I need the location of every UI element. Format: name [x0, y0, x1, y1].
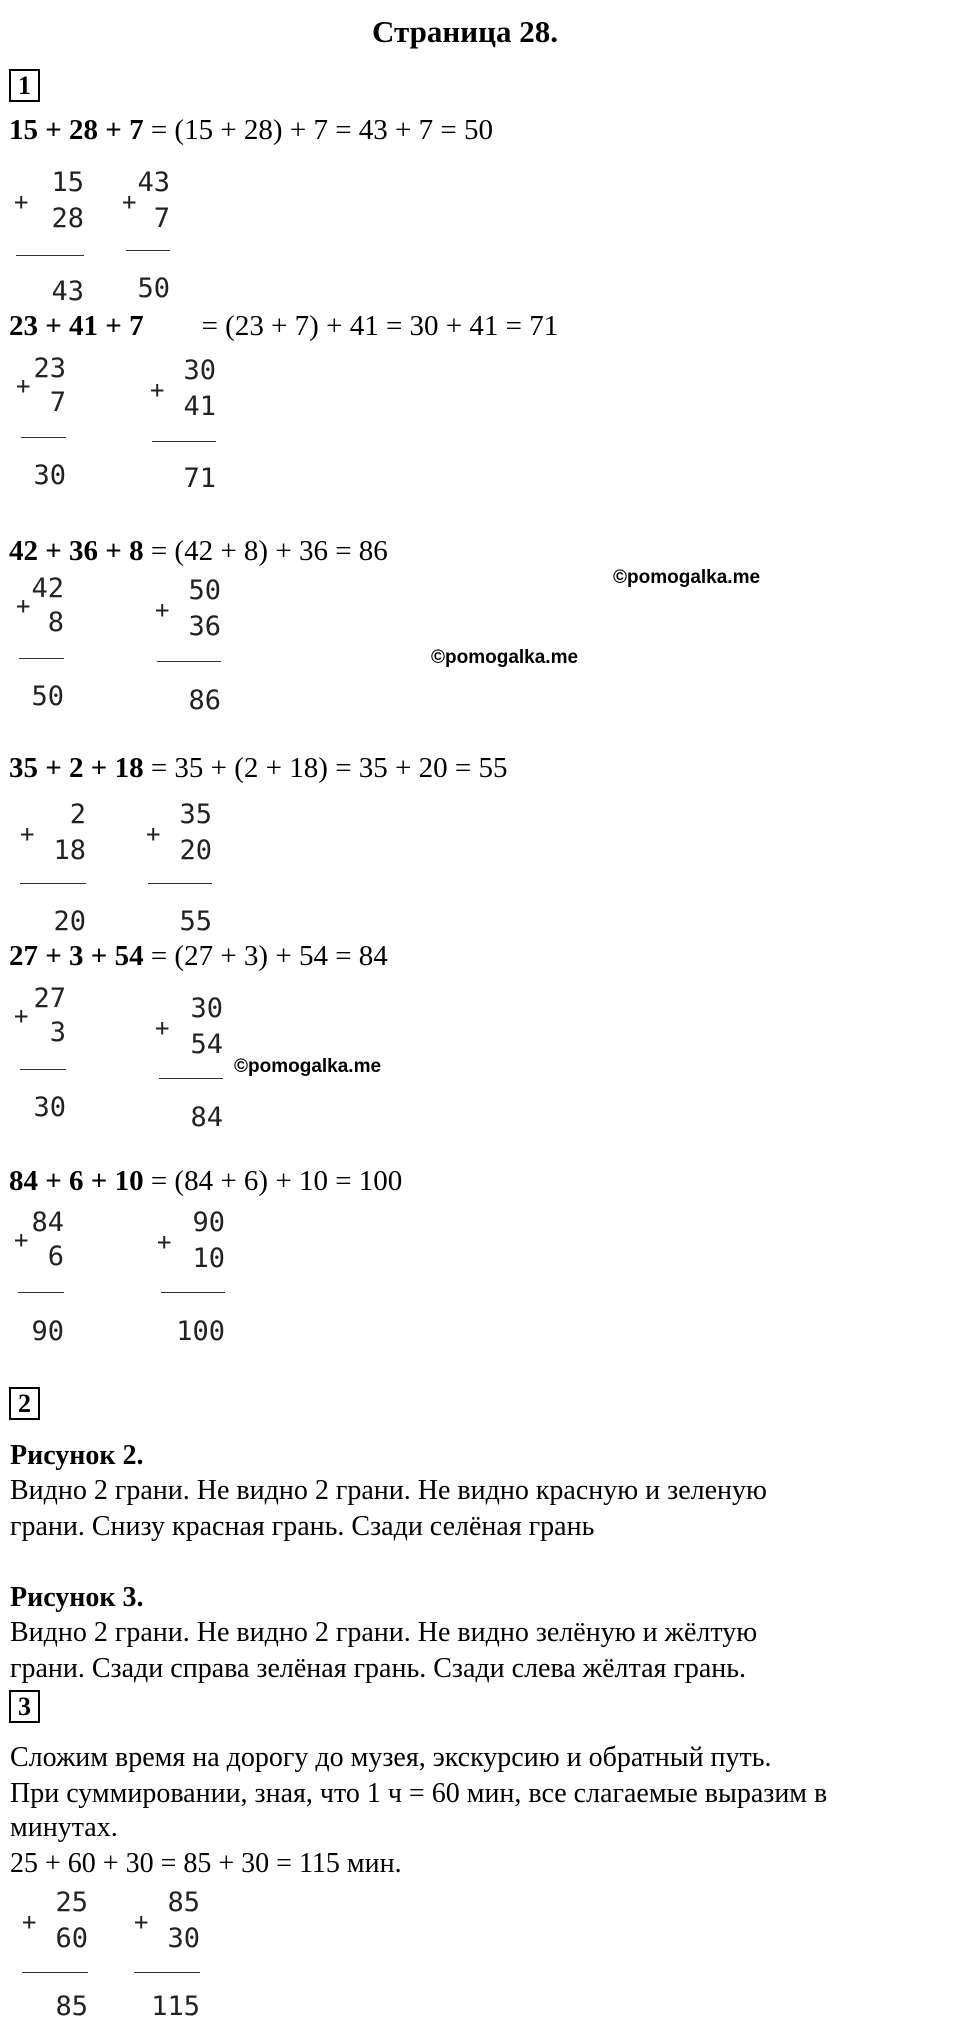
- solution-text: = (15 + 28) + 7 = 43 + 7 = 50: [143, 114, 494, 146]
- column-bottom-addend: 8: [47, 607, 64, 638]
- column-result: 86: [188, 685, 221, 716]
- figure-2-text-line: грани. Снизу красная грань. Сзади селёная грань: [10, 1511, 595, 1542]
- column-addition: [150, 352, 216, 502]
- watermark: ©pomogalka.me: [431, 647, 579, 668]
- plus-sign: +: [16, 592, 31, 620]
- column-top-addend: 27: [33, 983, 66, 1014]
- figure-2-text-line: Видно 2 грани. Не видно 2 грани. Не видно красную и зеленую: [10, 1475, 767, 1506]
- addend-1: 84: [9, 1165, 38, 1197]
- column-bottom-addend: 6: [47, 1241, 64, 1272]
- column-result: 43: [51, 276, 84, 307]
- plus-sign: +: [155, 1014, 170, 1042]
- column-bottom-addend: 28: [51, 203, 84, 234]
- task-number-2: 2: [9, 1387, 40, 1420]
- column-bottom-addend: 54: [190, 1029, 223, 1060]
- addend-1: 35: [9, 752, 38, 784]
- plus-op: +: [98, 310, 130, 342]
- column-result: 71: [183, 463, 216, 494]
- addend-3: 7: [129, 114, 144, 146]
- plus-sign: +: [146, 820, 161, 848]
- plus-sign: +: [134, 1908, 149, 1936]
- column-result: 85: [55, 1991, 88, 2022]
- column-top-addend: 23: [33, 353, 66, 384]
- addend-1: 27: [9, 940, 38, 972]
- column-addition: [134, 1884, 200, 2020]
- plus-sign: +: [16, 372, 31, 400]
- addend-2: 36: [69, 535, 99, 567]
- plus-sign: +: [150, 376, 165, 404]
- column-addition: [16, 570, 64, 720]
- addend-2: 28: [69, 114, 99, 146]
- column-line: [161, 1292, 225, 1293]
- column-bottom-addend: 7: [153, 203, 170, 234]
- column-top-addend: 25: [55, 1887, 88, 1918]
- plus-sign: +: [14, 188, 29, 216]
- expression-2: [9, 310, 558, 343]
- plus-op: +: [83, 1165, 115, 1197]
- figure-2-heading: [10, 1438, 144, 1474]
- addend-2: 6: [69, 1165, 84, 1197]
- column-addition: [14, 164, 84, 312]
- expression-4: [9, 752, 508, 785]
- expression-1: [9, 114, 493, 147]
- plus-sign: +: [155, 596, 170, 624]
- column-addition: [155, 572, 221, 722]
- column-addition: [16, 350, 66, 500]
- column-line: [152, 441, 216, 442]
- column-addition: [157, 1204, 225, 1354]
- plus-sign: +: [122, 188, 137, 216]
- expression-5: [9, 940, 388, 973]
- column-bottom-addend: 20: [179, 835, 212, 866]
- column-top-addend: 43: [137, 167, 170, 198]
- addend-2: 41: [69, 310, 99, 342]
- plus-op: +: [38, 752, 70, 784]
- plus-op: +: [83, 752, 115, 784]
- column-line: [21, 437, 66, 438]
- column-top-addend: 90: [192, 1207, 225, 1238]
- plus-sign: +: [14, 1226, 29, 1254]
- task-3-text-line: При суммировании, зная, что 1 ч = 60 мин, все слагаемые выразим в: [10, 1778, 828, 1809]
- plus-op: +: [98, 114, 130, 146]
- figure-3-text-line: грани. Сзади справа зелёная грань. Сзади слева жёлтая грань.: [10, 1653, 747, 1684]
- expression-6: [9, 1165, 402, 1198]
- plus-op: +: [98, 535, 130, 567]
- figure-3-heading: [10, 1580, 144, 1616]
- column-top-addend: 15: [51, 167, 84, 198]
- addend-3: 54: [114, 940, 144, 972]
- column-top-addend: 30: [183, 355, 216, 386]
- column-line: [20, 883, 86, 884]
- column-result: 115: [151, 1991, 200, 2022]
- plus-op: +: [38, 940, 70, 972]
- plus-sign: +: [157, 1228, 172, 1256]
- column-result: 100: [176, 1316, 225, 1347]
- column-addition: [146, 796, 212, 946]
- task-3-equation: 25 + 60 + 30 = 85 + 30 = 115 мин.: [10, 1848, 402, 1879]
- solution-text: = (42 + 8) + 36 = 86: [143, 535, 388, 567]
- column-line: [159, 1078, 223, 1079]
- column-bottom-addend: 3: [49, 1017, 66, 1048]
- column-addition: [22, 1884, 88, 2020]
- column-bottom-addend: 18: [53, 835, 86, 866]
- column-addition: [14, 980, 66, 1130]
- column-bottom-addend: 36: [188, 611, 221, 642]
- solution-text: = (23 + 7) + 41 = 30 + 41 = 71: [143, 310, 559, 342]
- addend-3: 7: [129, 310, 144, 342]
- addend-3: 10: [114, 1165, 144, 1197]
- plus-sign: +: [22, 1908, 37, 1936]
- column-addition: [14, 1204, 64, 1354]
- column-top-addend: 85: [167, 1887, 200, 1918]
- addend-3: 18: [114, 752, 144, 784]
- solution-text: = (27 + 3) + 54 = 84: [143, 940, 388, 972]
- column-addition: [20, 796, 86, 946]
- column-result: 50: [137, 273, 170, 304]
- plus-op: +: [38, 1165, 70, 1197]
- plus-op: +: [38, 535, 70, 567]
- column-top-addend: 2: [69, 799, 86, 830]
- column-result: 20: [53, 906, 86, 937]
- plus-op: +: [38, 310, 70, 342]
- column-line: [18, 1292, 64, 1293]
- column-bottom-addend: 60: [55, 1923, 88, 1954]
- addend-2: 3: [69, 940, 84, 972]
- column-addition: [122, 164, 170, 312]
- column-top-addend: 42: [31, 573, 64, 604]
- task-number-1: 1: [9, 69, 40, 102]
- plus-sign: +: [14, 1002, 29, 1030]
- column-line: [148, 883, 212, 884]
- column-top-addend: 30: [190, 993, 223, 1024]
- plus-op: +: [83, 940, 115, 972]
- column-line: [16, 255, 84, 256]
- column-addition: [155, 990, 223, 1140]
- solution-text: = (84 + 6) + 10 = 100: [143, 1165, 403, 1197]
- column-top-addend: 50: [188, 575, 221, 606]
- column-bottom-addend: 7: [49, 387, 66, 418]
- expression-3: [9, 535, 388, 568]
- column-result: 84: [190, 1102, 223, 1133]
- addend-1: 15: [9, 114, 38, 146]
- column-line: [19, 658, 64, 659]
- plus-sign: +: [20, 820, 35, 848]
- figure-heading-text: Рисунок 2.: [10, 1440, 144, 1471]
- column-line: [157, 661, 221, 662]
- column-line: [20, 1069, 66, 1070]
- column-bottom-addend: 30: [167, 1923, 200, 1954]
- column-top-addend: 35: [179, 799, 212, 830]
- addend-3: 8: [129, 535, 144, 567]
- column-bottom-addend: 10: [192, 1243, 225, 1274]
- solution-text: = 35 + (2 + 18) = 35 + 20 = 55: [143, 752, 508, 784]
- task-number-3: 3: [9, 1690, 40, 1723]
- column-result: 30: [33, 460, 66, 491]
- addend-2: 2: [69, 752, 84, 784]
- figure-heading-text: Рисунок 3.: [10, 1582, 144, 1613]
- column-bottom-addend: 41: [183, 391, 216, 422]
- column-top-addend: 84: [31, 1207, 64, 1238]
- watermark: ©pomogalka.me: [234, 1056, 382, 1077]
- figure-3-text-line: Видно 2 грани. Не видно 2 грани. Не видно зелёную и жёлтую: [10, 1617, 758, 1648]
- plus-op: +: [38, 114, 70, 146]
- task-3-text-line: Сложим время на дорогу до музея, экскурсию и обратный путь.: [10, 1742, 772, 1773]
- column-result: 90: [31, 1316, 64, 1347]
- column-line: [134, 1972, 200, 1973]
- addend-1: 42: [9, 535, 38, 567]
- column-result: 30: [33, 1092, 66, 1123]
- column-result: 55: [179, 906, 212, 937]
- column-result: 50: [31, 681, 64, 712]
- watermark: ©pomogalka.me: [613, 567, 761, 588]
- addend-1: 23: [9, 310, 38, 342]
- task-3-text-line: минутах.: [10, 1812, 118, 1843]
- column-line: [22, 1972, 88, 1973]
- page-title: Страница 28.: [372, 14, 558, 49]
- column-line: [126, 250, 170, 251]
